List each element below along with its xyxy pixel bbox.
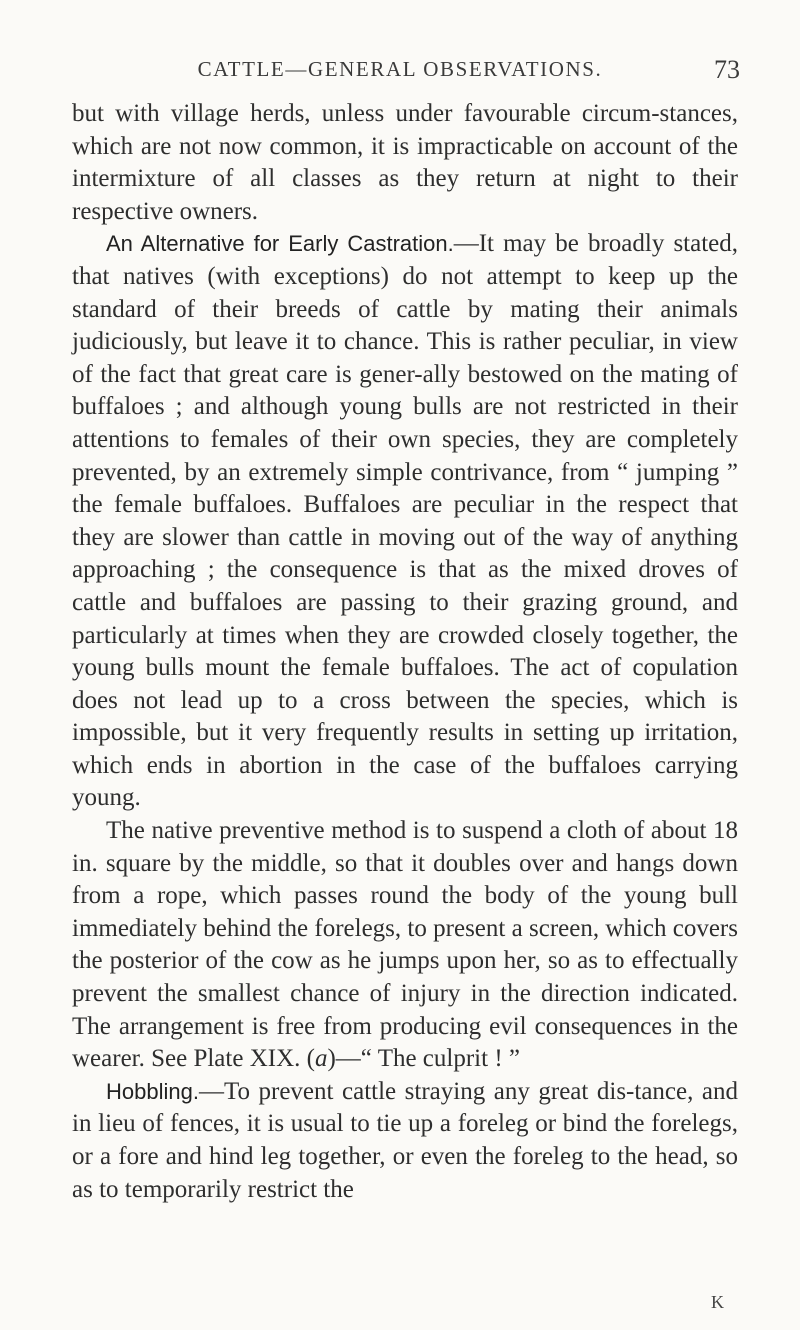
running-head: CATTLE—GENERAL OBSERVATIONS. — [197, 57, 603, 81]
page-header — [0, 55, 800, 95]
paragraph-text: )—“ The culprit ! ” — [327, 1045, 520, 1073]
paragraph-castration — [72, 228, 738, 815]
section-heading-castration: An Alternative for Early Castration. — [106, 231, 454, 257]
plate-reference-italic: a — [314, 1045, 328, 1073]
paragraph-text: The native preventive method is to suspend a cloth of about 18 in. square by the middle, so that it doubles over and hangs down from a rope, which passes round the body of the young bull immediately behind the forelegs, to present a screen, which covers the posterior of the cow as he jumps upon her, so as to effectually prevent the smallest chance of injury in the direction indicated. The arrangement is free from producing evil consequences in the wearer. See Plate XIX. ( — [72, 817, 738, 1073]
section-heading-hobbling: Hobbling. — [106, 1078, 199, 1104]
signature-letter: K — [711, 1292, 724, 1312]
paragraph-preventive-method — [72, 815, 738, 1076]
body-text — [72, 98, 738, 1206]
paragraph-text: but with village herds, unless under favourable circum-stances, which are not now common, it is impracticable on account of the intermixture of all classes as they return at night to their respective owners. — [72, 100, 738, 225]
paragraph-text: —To prevent cattle straying any great dis-tance, and in lieu of fences, it is usual to tie up a foreleg or bind the forelegs, or a fore and hind leg together, or even the foreleg to the head, so as to temporarily restrict the — [72, 1077, 738, 1203]
paragraph-text: —It may be broadly stated, that natives (with exceptions) do not attempt to keep up the standard of their breeds of cattle by mating their animals judiciously, but leave it to chance. This is rather peculiar, in view of the fact that great care is gener-ally bestowed on the mating of buffaloes ; and although young bulls are not restricted in their attentions to females of their own species, they are completely prevented, by an extremely simple contrivance, from “ jumping ” the female buffaloes. Buffaloes are peculiar in the respect that they are slower than cattle in moving out of the way of anything approaching ; the consequence is that as the mixed droves of cattle and buffaloes are passing to their grazing ground, and particularly at times when they are crowded closely together, the young bulls mount the female buffaloes. The act of copulation does not lead up to a cross between the species, which is impossible, but it very frequently results in setting up irritation, which ends in abortion in the case of the buffaloes carrying young. — [72, 230, 739, 812]
page-number: 73 — [714, 55, 740, 84]
signature-mark — [0, 1292, 800, 1313]
paragraph-hobbling — [72, 1076, 738, 1206]
paragraph-continuation — [72, 98, 738, 228]
